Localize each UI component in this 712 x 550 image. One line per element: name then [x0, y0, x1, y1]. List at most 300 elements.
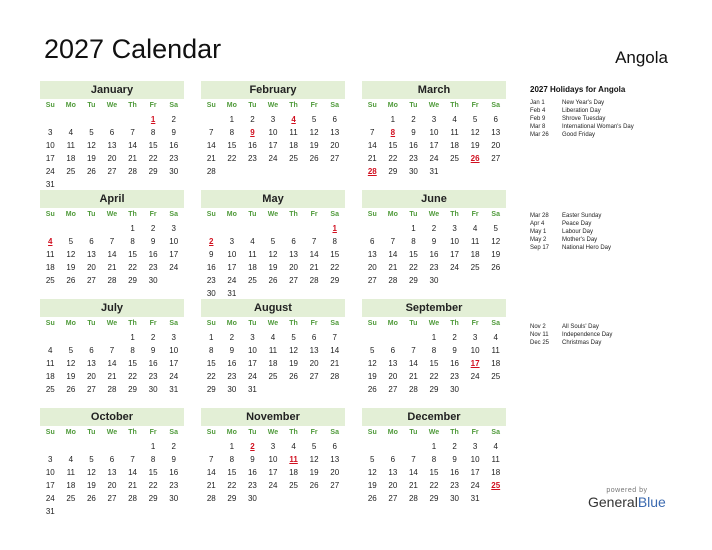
day-cell: 26	[367, 494, 377, 503]
day-cell: 6	[390, 346, 396, 355]
day-cell: 31	[169, 385, 179, 394]
month-november	[201, 408, 345, 505]
day-cell: 3	[452, 224, 457, 233]
day-cell: 1	[431, 442, 437, 451]
weekday-label: Tu	[87, 102, 96, 109]
day-cell: 6	[332, 115, 337, 124]
empty-day	[383, 440, 404, 453]
empty-day	[61, 440, 82, 453]
day-cell: 7	[411, 346, 416, 355]
day-cell: 25	[289, 154, 299, 163]
empty-day	[81, 222, 102, 235]
day-cell: 29	[429, 494, 439, 503]
day-cell: 18	[450, 141, 460, 150]
day-cell: 7	[390, 237, 396, 246]
weekday-label: Su	[206, 211, 216, 218]
day-cell: 7	[209, 128, 214, 137]
holiday-day: 1	[332, 224, 337, 233]
day-cell: 9	[171, 128, 176, 137]
day-cell: 29	[429, 385, 439, 394]
day-cell: 23	[148, 263, 158, 272]
weekday-label: Sa	[169, 211, 178, 218]
weekday-label: Sa	[330, 211, 339, 218]
day-cell: 13	[330, 455, 340, 464]
weekday-label: Su	[45, 211, 55, 218]
day-cell: 20	[86, 263, 96, 272]
day-cell: 17	[227, 263, 237, 272]
day-cell: 8	[130, 346, 135, 355]
empty-day	[81, 440, 102, 453]
day-cell: 20	[330, 141, 340, 150]
day-cell: 5	[370, 455, 375, 464]
holiday-date: Mar 28	[530, 213, 549, 219]
day-cell: 27	[289, 276, 299, 285]
day-cell: 11	[66, 141, 75, 150]
month-august	[201, 299, 345, 396]
day-cell: 22	[148, 481, 158, 490]
weekday-label: Su	[367, 320, 377, 327]
day-cell: 8	[229, 128, 235, 137]
day-cell: 30	[247, 494, 257, 503]
day-cell: 30	[169, 494, 179, 503]
weekday-label: Fr	[471, 211, 479, 218]
month-header: December	[362, 408, 506, 426]
weekday-label: Su	[367, 429, 377, 436]
day-cell: 18	[66, 481, 76, 490]
day-cell: 4	[291, 442, 296, 451]
weekday-label: Mo	[387, 211, 398, 218]
day-cell: 25	[66, 167, 76, 176]
day-cell: 11	[66, 468, 75, 477]
day-cell: 26	[66, 385, 76, 394]
holiday-name: Labour Day	[562, 229, 594, 235]
day-cell: 13	[107, 468, 117, 477]
powered-by-label: powered by	[606, 487, 648, 494]
empty-day	[81, 331, 102, 344]
weekday-label: Tu	[87, 429, 96, 436]
weekday-label: Su	[45, 429, 55, 436]
day-cell: 23	[169, 154, 179, 163]
day-cell: 11	[248, 250, 257, 259]
weekday-label: Sa	[330, 429, 339, 436]
empty-day	[304, 222, 325, 235]
weekday-label: Tu	[409, 429, 418, 436]
day-cell: 13	[86, 250, 96, 259]
day-cell: 5	[311, 115, 317, 124]
holiday-row	[530, 244, 611, 252]
day-cell: 26	[268, 276, 278, 285]
day-cell: 7	[311, 237, 317, 246]
day-cell: 29	[128, 385, 138, 394]
day-cell: 5	[291, 333, 296, 342]
day-cell: 21	[107, 372, 117, 381]
weekday-label: Fr	[471, 320, 479, 327]
day-cell: 6	[89, 237, 94, 246]
weekday-label: Mo	[226, 429, 237, 436]
day-cell: 10	[268, 455, 278, 464]
weekday-label: We	[267, 320, 279, 327]
day-cell: 6	[291, 237, 296, 246]
day-cell: 12	[86, 141, 96, 150]
day-cell: 22	[388, 154, 398, 163]
month-may	[201, 190, 345, 300]
day-cell: 4	[472, 224, 478, 233]
day-cell: 22	[227, 154, 237, 163]
empty-day	[283, 222, 304, 235]
holiday-day: 1	[150, 115, 156, 124]
day-cell: 15	[206, 359, 216, 368]
day-cell: 10	[470, 455, 480, 464]
day-cell: 26	[367, 385, 377, 394]
day-cell: 28	[408, 494, 418, 503]
day-cell: 12	[309, 455, 319, 464]
day-cell: 23	[408, 154, 418, 163]
month-days-grid	[362, 208, 506, 287]
day-cell: 25	[268, 372, 278, 381]
day-cell: 15	[388, 141, 398, 150]
weekday-label: Su	[206, 429, 216, 436]
day-cell: 19	[66, 372, 76, 381]
day-cell: 23	[429, 263, 439, 272]
weekday-label: Fr	[149, 429, 157, 436]
month-april	[40, 190, 184, 287]
holiday-row	[530, 123, 634, 131]
day-cell: 8	[150, 455, 156, 464]
month-days-grid	[201, 426, 345, 505]
day-cell: 26	[86, 167, 96, 176]
day-cell: 2	[411, 115, 416, 124]
weekday-label: Su	[45, 320, 55, 327]
empty-day	[122, 113, 143, 126]
day-cell: 2	[431, 224, 437, 233]
day-cell: 14	[128, 468, 138, 477]
holiday-date: Feb 4	[530, 108, 546, 114]
day-cell: 16	[169, 468, 179, 477]
holiday-day: 9	[250, 128, 255, 137]
day-cell: 13	[388, 468, 398, 477]
empty-day	[102, 440, 123, 453]
day-cell: 1	[130, 333, 135, 342]
day-cell: 25	[450, 154, 460, 163]
day-cell: 27	[330, 154, 340, 163]
day-cell: 20	[491, 141, 501, 150]
day-cell: 24	[268, 481, 278, 490]
page-title: 2027 Calendar	[44, 34, 222, 64]
day-cell: 24	[169, 263, 179, 272]
day-cell: 3	[171, 224, 176, 233]
weekday-label: Th	[450, 429, 459, 436]
day-cell: 24	[268, 154, 278, 163]
day-cell: 28	[128, 167, 138, 176]
day-cell: 19	[491, 250, 501, 259]
day-cell: 22	[128, 263, 138, 272]
empty-day	[222, 222, 243, 235]
day-cell: 14	[309, 250, 319, 259]
day-cell: 24	[470, 481, 480, 490]
day-cell: 8	[431, 455, 437, 464]
month-february	[201, 81, 345, 178]
weekday-label: We	[428, 320, 440, 327]
weekday-label: We	[267, 211, 279, 218]
holiday-row	[530, 228, 611, 236]
day-cell: 15	[128, 250, 138, 259]
weekday-label: Tu	[248, 211, 257, 218]
empty-day	[81, 113, 102, 126]
weekday-label: We	[428, 429, 440, 436]
day-cell: 31	[227, 289, 237, 298]
empty-day	[61, 222, 82, 235]
day-cell: 16	[247, 468, 257, 477]
month-header: September	[362, 299, 506, 317]
day-cell: 24	[247, 372, 257, 381]
empty-day	[40, 331, 61, 344]
empty-day	[40, 222, 61, 235]
day-cell: 17	[45, 481, 55, 490]
day-cell: 3	[472, 333, 478, 342]
day-cell: 15	[148, 468, 158, 477]
day-cell: 31	[247, 385, 257, 394]
weekday-label: Su	[367, 102, 377, 109]
day-cell: 16	[450, 468, 460, 477]
day-cell: 29	[388, 167, 398, 176]
day-cell: 23	[450, 372, 460, 381]
empty-day	[102, 222, 123, 235]
day-cell: 20	[330, 468, 340, 477]
empty-day	[383, 331, 404, 344]
weekday-label: Tu	[409, 320, 418, 327]
holiday-row	[530, 323, 612, 331]
day-cell: 10	[45, 468, 55, 477]
day-cell: 1	[411, 224, 416, 233]
day-cell: 8	[150, 128, 156, 137]
day-cell: 29	[128, 276, 138, 285]
weekday-label: Sa	[491, 102, 500, 109]
day-cell: 30	[148, 276, 158, 285]
day-cell: 2	[250, 115, 255, 124]
day-cell: 7	[109, 237, 115, 246]
holiday-row	[530, 107, 634, 115]
weekday-label: Fr	[471, 102, 479, 109]
empty-day	[242, 222, 263, 235]
empty-day	[362, 331, 383, 344]
day-cell: 20	[388, 372, 398, 381]
day-cell: 6	[493, 115, 498, 124]
day-cell: 30	[450, 494, 460, 503]
day-cell: 20	[289, 263, 299, 272]
day-cell: 19	[470, 141, 480, 150]
weekday-label: Fr	[310, 429, 318, 436]
day-cell: 21	[330, 359, 340, 368]
day-cell: 26	[309, 154, 319, 163]
day-cell: 2	[452, 442, 457, 451]
weekday-label: We	[428, 211, 440, 218]
empty-day	[201, 222, 222, 235]
day-cell: 4	[270, 333, 276, 342]
weekday-label: Th	[289, 211, 298, 218]
holiday-date: Apr 4	[530, 221, 545, 227]
day-cell: 15	[408, 250, 418, 259]
day-cell: 25	[247, 276, 257, 285]
weekday-label: Th	[289, 429, 298, 436]
day-cell: 5	[68, 346, 74, 355]
day-cell: 11	[268, 346, 278, 355]
holiday-name: National Hero Day	[562, 245, 612, 251]
day-cell: 29	[206, 385, 216, 394]
day-cell: 5	[89, 128, 94, 137]
weekday-label: We	[106, 211, 118, 218]
day-cell: 21	[408, 372, 418, 381]
day-cell: 7	[411, 455, 416, 464]
day-cell: 8	[209, 346, 214, 355]
day-cell: 22	[206, 372, 216, 381]
holiday-day: 4	[48, 237, 53, 246]
day-cell: 5	[493, 224, 498, 233]
holiday-name: Good Friday	[562, 132, 596, 138]
day-cell: 3	[48, 128, 53, 137]
day-cell: 18	[289, 468, 299, 477]
day-cell: 29	[148, 494, 158, 503]
day-cell: 2	[150, 333, 156, 342]
holiday-name: Independence Day	[562, 332, 613, 338]
weekday-label: Mo	[226, 211, 237, 218]
month-days-grid	[362, 426, 506, 505]
month-days-grid	[201, 208, 345, 300]
day-cell: 6	[311, 333, 317, 342]
day-cell: 10	[169, 237, 179, 246]
day-cell: 10	[470, 346, 480, 355]
day-cell: 6	[332, 442, 337, 451]
weekday-label: Th	[450, 211, 459, 218]
day-cell: 15	[429, 468, 439, 477]
holidays-title: 2027 Holidays for Angola	[530, 85, 626, 94]
weekday-label: Tu	[248, 102, 257, 109]
day-cell: 15	[148, 141, 158, 150]
day-cell: 9	[150, 346, 156, 355]
weekday-label: Tu	[409, 211, 418, 218]
day-cell: 17	[45, 154, 55, 163]
weekday-label: Su	[206, 102, 216, 109]
holiday-row	[530, 99, 634, 107]
month-header: October	[40, 408, 184, 426]
day-cell: 16	[429, 250, 439, 259]
holiday-row	[530, 115, 634, 123]
weekday-label: Sa	[330, 320, 339, 327]
day-cell: 23	[450, 481, 460, 490]
weekday-label: Sa	[169, 102, 178, 109]
month-header: February	[201, 81, 345, 99]
day-cell: 21	[128, 481, 138, 490]
day-cell: 19	[86, 481, 96, 490]
month-june	[362, 190, 506, 287]
day-cell: 3	[171, 333, 176, 342]
day-cell: 9	[452, 455, 457, 464]
day-cell: 24	[169, 372, 179, 381]
day-cell: 26	[491, 263, 501, 272]
day-cell: 9	[250, 455, 255, 464]
day-cell: 6	[370, 237, 375, 246]
day-cell: 3	[250, 333, 255, 342]
day-cell: 14	[408, 468, 418, 477]
day-cell: 28	[206, 494, 216, 503]
weekday-label: Fr	[310, 102, 318, 109]
empty-day	[102, 331, 123, 344]
weekday-label: Sa	[491, 320, 500, 327]
day-cell: 27	[86, 385, 96, 394]
weekday-label: Fr	[471, 429, 479, 436]
weekday-label: Fr	[310, 320, 318, 327]
day-cell: 12	[66, 250, 76, 259]
weekday-label: Tu	[248, 320, 257, 327]
weekday-label: Th	[450, 102, 459, 109]
holiday-date: Feb 9	[530, 116, 546, 122]
day-cell: 14	[128, 141, 138, 150]
day-cell: 10	[247, 346, 257, 355]
day-cell: 9	[209, 250, 214, 259]
day-cell: 17	[169, 250, 179, 259]
day-cell: 3	[48, 455, 53, 464]
empty-day	[40, 113, 61, 126]
day-cell: 16	[148, 359, 158, 368]
day-cell: 12	[367, 468, 377, 477]
day-cell: 23	[148, 372, 158, 381]
day-cell: 18	[268, 359, 278, 368]
holiday-day: 11	[289, 455, 298, 464]
empty-day	[61, 113, 82, 126]
day-cell: 13	[330, 128, 340, 137]
month-days-grid	[40, 317, 184, 396]
holiday-name: Peace Day	[562, 221, 592, 227]
day-cell: 27	[388, 385, 398, 394]
day-cell: 1	[229, 442, 235, 451]
holiday-day: 25	[491, 481, 501, 490]
day-cell: 6	[109, 455, 115, 464]
holiday-row	[530, 331, 612, 339]
day-cell: 12	[268, 250, 278, 259]
day-cell: 13	[388, 359, 398, 368]
day-cell: 11	[450, 128, 459, 137]
month-header: November	[201, 408, 345, 426]
holiday-name: Liberation Day	[562, 108, 601, 114]
day-cell: 17	[268, 468, 278, 477]
weekday-label: Mo	[387, 429, 398, 436]
empty-day	[201, 440, 222, 453]
day-cell: 3	[431, 115, 437, 124]
month-days-grid	[40, 426, 184, 518]
day-cell: 21	[367, 154, 377, 163]
holiday-name: New Year's Day	[562, 100, 605, 106]
day-cell: 23	[169, 481, 179, 490]
day-cell: 13	[491, 128, 501, 137]
day-cell: 26	[309, 481, 319, 490]
weekday-label: Mo	[65, 102, 76, 109]
weekday-label: We	[106, 102, 118, 109]
weekday-label: Th	[128, 102, 137, 109]
day-cell: 23	[247, 481, 257, 490]
day-cell: 13	[367, 250, 377, 259]
month-header: May	[201, 190, 345, 208]
day-cell: 10	[227, 250, 237, 259]
day-cell: 15	[227, 141, 237, 150]
day-cell: 24	[450, 263, 460, 272]
day-cell: 28	[206, 167, 216, 176]
month-october	[40, 408, 184, 518]
day-cell: 12	[470, 128, 480, 137]
month-header: January	[40, 81, 184, 99]
weekday-label: Su	[45, 102, 55, 109]
day-cell: 15	[429, 359, 439, 368]
empty-day	[201, 113, 222, 126]
month-header: August	[201, 299, 345, 317]
